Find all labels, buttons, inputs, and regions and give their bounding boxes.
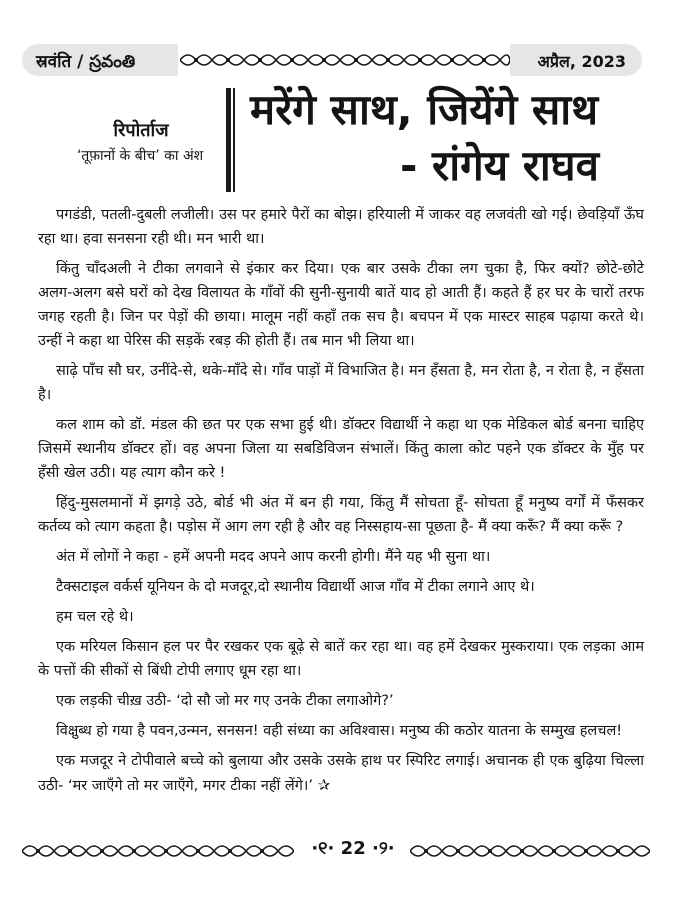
page-header — [22, 44, 642, 76]
page-footer — [22, 835, 652, 865]
footer-ornament-right — [410, 839, 650, 863]
issue-date: अप्रैल, 2023 — [537, 52, 626, 71]
paragraph: कल शाम को डॉ. मंडल की छत पर एक सभा हुई थी। डॉक्टर विद्यार्थी ने कहा था एक मेडिकल बोर्ड बनना चाहिए जिसमें स्थानीय डॉक्टर हों। वह अपना जिला या सबडिविजन संभालें। किंतु काला कोट पहने एक डॉक्टर के मुँह पर हँसी खेल उठी। यह त्याग कौन करे ! — [38, 417, 644, 481]
paragraph: साढ़े पाँच सौ घर, उनींदे-से, थके-माँदे से। गाँव पाड़ों में विभाजित है। मन हँसता है, मन रोता है, न रोता है, न हँसता है। — [38, 363, 644, 403]
title-divider — [226, 88, 231, 192]
title-divider-thin — [233, 88, 235, 192]
paragraph: हम चल रहे थे। — [56, 609, 134, 625]
article-genre: रिपोर्ताज — [113, 120, 169, 141]
header-ornament — [180, 48, 510, 72]
footer-ornament-left — [22, 839, 294, 863]
paragraph: टैक्सटाइल वर्कर्स यूनियन के दो मजदूर,दो स्थानीय विद्यार्थी आज गाँव में टीका लगाने आए थे। — [56, 579, 535, 595]
end-star-icon: ✰ — [317, 776, 331, 794]
article-author: - रांगेय राघव — [400, 141, 599, 190]
magazine-name: स्रवंति / స్రవంతి — [36, 52, 136, 72]
paragraph-text: एक मजदूर ने टोपीवाले बच्चे को बुलाया और उसके उसके हाथ पर स्पिरिट लगाई। अचानक ही एक बुढ़िया चिल्ला उठी- ‘मर जाएँगे तो मर जाएँगे, मगर टीका नहीं लेंगे।’ — [38, 753, 644, 794]
magazine-name-band — [22, 44, 178, 76]
paragraph: एक लड़की चीख़ उठी- ‘दो सौ जो मर गए उनके टीका लगाओगे?’ — [56, 693, 394, 709]
paragraph: पगडंडी, पतली-दुबली लजीली। उस पर हमारे पैरों का बोझ। हरियाली में जाकर वह लजवंती खो गई। छेवड़ियाँ ऊँघ रहा था। हवा सनसना रही थी। मन भारी था। — [38, 207, 644, 247]
page-number-value: 22 — [340, 838, 366, 859]
paragraph: किंतु चाँदअली ने टीका लगवाने से इंकार कर दिया। एक बार उसके टीका लग चुका है, फिर क्यों? छोटे-छोटे अलग-अलग बसे घरों को देख विलायत के गाँवों की सुनी-सुनायी बातें याद हो आती हैं। कहते हैं हर घर के चारों तरफ जगह रहती है। जिन पर पेड़ों की छाया। मालूम नहीं कहाँ तक सच है। बचपन में एक मास्टर साहब पढ़ाया करते थे। उन्हीं ने कहा था पेरिस की सड़कें रबड़ की होती हैं। तब मान भी लिया था। — [38, 261, 644, 349]
paragraph: अंत में लोगों ने कहा - हमें अपनी मदद अपने आप करनी होगी। मैंने यह भी सुना था। — [56, 549, 491, 565]
paragraph: हिंदु-मुसलमानों में झगड़े उठे, बोर्ड भी अंत में बन ही गया, किंतु मैं सोचता हूँ- सोचता हूँ मनुष्य वर्गों में फँसकर कर्तव्य को त्याग कहता है। पड़ोस में आग लग रही है और वह निस्सहाय-सा पूछता है- मैं क्या करूँ? मैं क्या करूँ ? — [38, 495, 644, 535]
last-paragraph — [38, 749, 644, 798]
article-body — [38, 203, 644, 804]
paragraph: एक मरियल किसान हल पर पैर रखकर एक बूढ़े से बातें कर रहा था। वह हमें देखकर मुस्कराया। एक लड़का आम के पत्तों की सीकों से बिंधी टोपी लगाए धूम रहा था। — [38, 639, 644, 679]
article-source: ‘तूफ़ानों के बीच’ का अंश — [76, 148, 204, 164]
paragraph: विक्षुब्ध हो गया है पवन,उन्मन, सनसन! वही संध्या का अविश्वास। मनुष्य की कठोर यातना के सम्मुख हलचल! — [56, 723, 623, 739]
page-number: ·୧· 22 ·୨· — [311, 838, 395, 859]
article-title: मरेंगे साथ, जियेंगे साथ — [250, 85, 599, 134]
issue-date-band — [510, 44, 642, 76]
